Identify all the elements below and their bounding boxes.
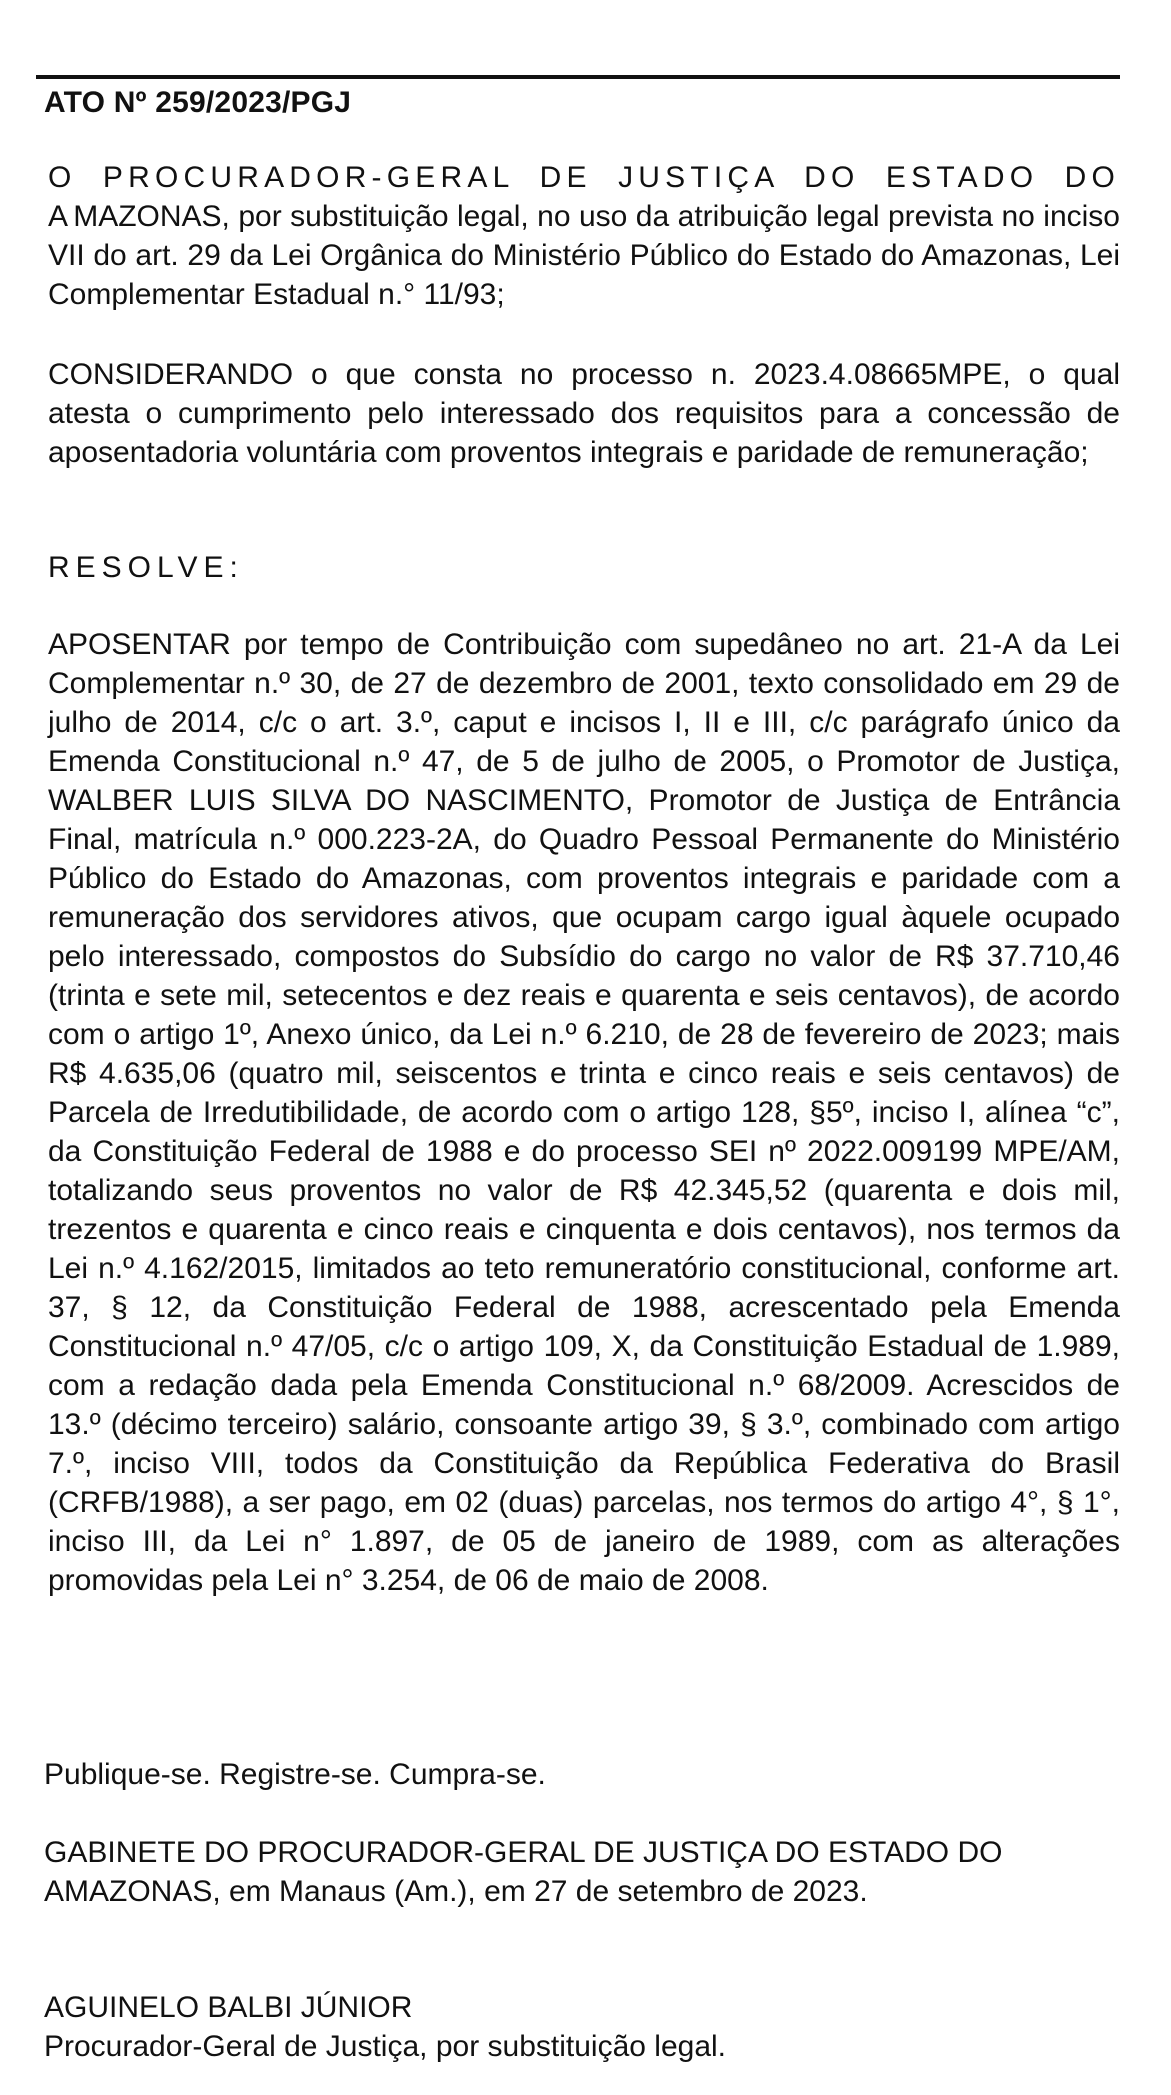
considerando-paragraph: CONSIDERANDO o que consta no processo n. 2023.4.08665MPE, o qual atesta o cumprimento pelo interessado dos requisitos para a concessão de aposentadoria voluntária com proventos integrais e paridade de remuneração; [48, 358, 1120, 469]
act-title: ATO Nº 259/2023/PGJ [44, 86, 352, 119]
signatory-role: Procurador-Geral de Justiça, por substituição legal. [44, 2030, 727, 2063]
publication-order: Publique-se. Registre-se. Cumpra-se. [44, 1758, 546, 1791]
top-rule [36, 75, 1120, 79]
preamble-paragraph: O PROCURADOR-GERAL DE JUSTIÇA DO ESTADO DO AMAZONAS, por substituição legal, no uso da atribuição legal prevista no inciso VII do art. 29 da Lei Orgânica do Ministério Público do Estado do Amazonas, Lei Complementar Estadual n.° 11/93; [48, 161, 1120, 311]
gabinete-line: GABINETE DO PROCURADOR-GERAL DE JUSTIÇA DO ESTADO DO AMAZONAS, em Manaus (Am.), em 27 de setembro de 2023. [44, 1836, 1003, 1908]
aposentar-paragraph: APOSENTAR por tempo de Contribuição com supedâneo no art. 21-A da Lei Complementar n.º 30, de 27 de dezembro de 2001, texto consolidado em 29 de julho de 2014, c/c o art. 3.º, caput e incisos I, II e III, c/c parágrafo único da Emenda Constitucional n.º 47, de 5 de julho de 2005, o Promotor de Justiça, WALBER LUIS SILVA DO NASCIMENTO, Promotor de Justiça de Entrância Final, matrícula n.º 000.223-2A, do Quadro Pessoal Permanente do Ministério Público do Estado do Amazonas, com proventos integrais e paridade com a remuneração dos servidores ativos, que ocupam cargo igual àquele ocupado pelo interessado, compostos do Subsídio do cargo no valor de R$ 37.710,46 (trinta e sete mil, setecentos e dez reais e quarenta e seis centavos), de acordo com o artigo 1º, Anexo único, da Lei n.º 6.210, de 28 de fevereiro de 2023; mais R$ 4.635,06 (quatro mil, seiscentos e trinta e cinco reais e seis centavos) de Parcela de Irredutibilidade, de acordo com o artigo 128, §5º, inciso I, alínea “c”, da Constituição Federal de 1988 e do processo SEI nº 2022.009199 MPE/AM, totalizando seus proventos no valor de R$ 42.345,52 (quarenta e dois mil, trezentos e quarenta e cinco reais e cinquenta e dois centavos), nos termos da Lei n.º 4.162/2015, limitados ao teto remuneratório constitucional, conforme art. 37, § 12, da Constituição Federal de 1988, acrescentado pela Emenda Constitucional n.º 47/05, c/c o artigo 109, X, da Constituição Estadual de 1.989, com a redação dada pela Emenda Constitucional n.º 68/2009. Acrescidos de 13.º (décimo terceiro) salário, consoante artigo 39, § 3.º, combinado com artigo 7.º, inciso VIII, todos da Constituição da República Federativa do Brasil (CRFB/1988), a ser pago, em 02 (duas) parcelas, nos termos do artigo 4°, § 1°, inciso III, da Lei n° 1.897, de 05 de janeiro de 1989, com as alterações promovidas pela Lei n° 3.254, de 06 de maio de 2008. [48, 628, 1120, 1597]
resolve-heading: RESOLVE: [48, 551, 244, 584]
signatory-name: AGUINELO BALBI JÚNIOR [44, 1991, 413, 2024]
